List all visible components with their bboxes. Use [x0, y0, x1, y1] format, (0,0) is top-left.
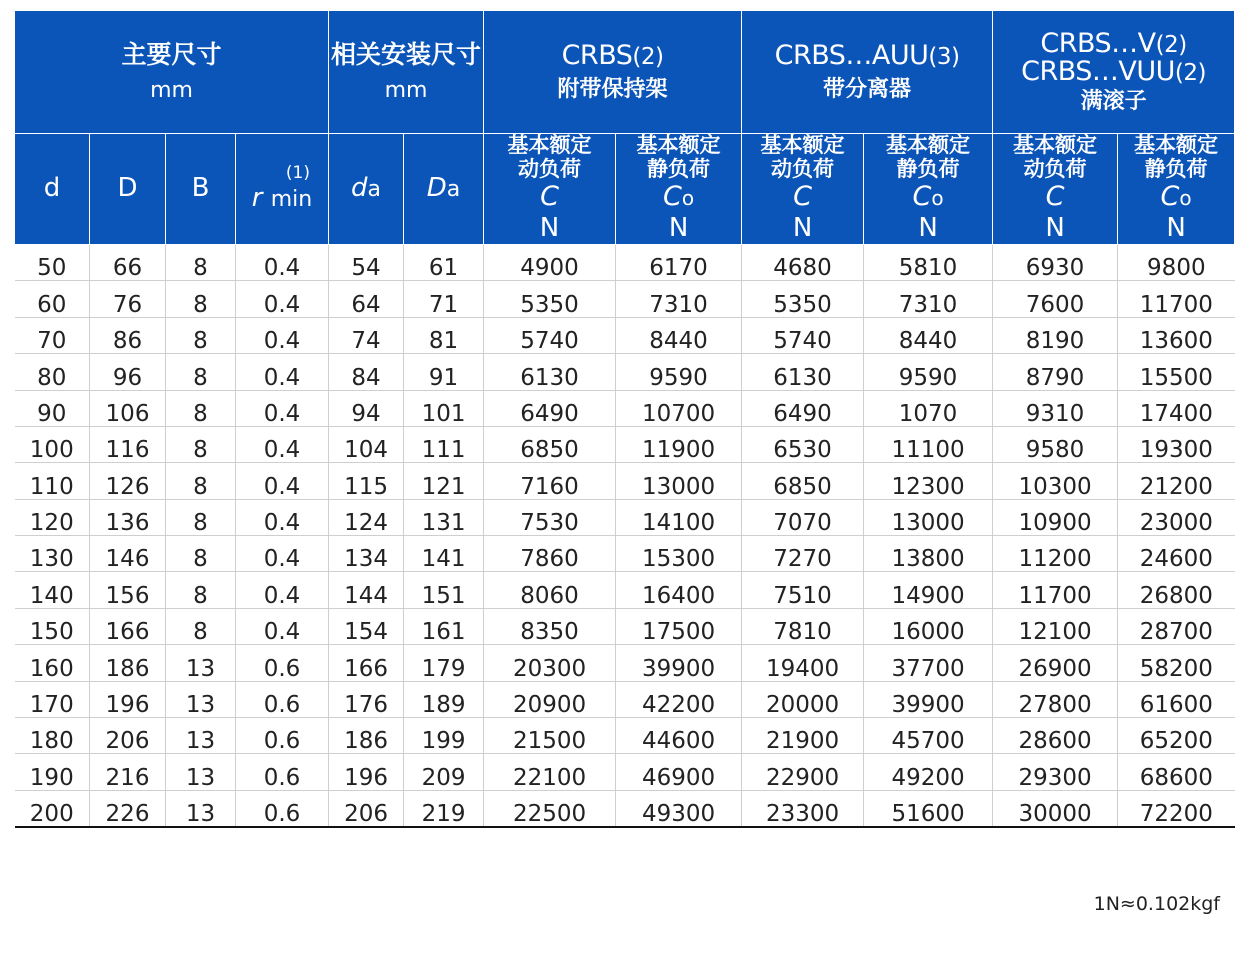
table-cell: 216: [90, 754, 166, 790]
table-cell: 0.4: [236, 499, 329, 535]
table-cell: 161: [404, 608, 484, 644]
table-cell: 46900: [616, 754, 742, 790]
table-cell: 17400: [1118, 390, 1235, 426]
table-row: [15, 281, 1235, 317]
table-cell: 49200: [864, 754, 993, 790]
table-cell: 166: [90, 608, 166, 644]
table-cell: 19300: [1118, 426, 1235, 462]
table-cell: 9590: [864, 354, 993, 390]
table-cell: 141: [404, 536, 484, 572]
mounting-dimensions-title: 相关安装尺寸: [331, 39, 482, 69]
load-unit: N: [918, 213, 938, 244]
load-label: 基本额定: [636, 133, 721, 157]
table-row: [15, 790, 1235, 827]
table-cell: 66: [90, 244, 166, 280]
table-row: [15, 608, 1235, 644]
table-row: [15, 681, 1235, 717]
table-cell: 0.4: [236, 390, 329, 426]
table-cell: 39900: [864, 681, 993, 717]
table-row: [15, 499, 1235, 535]
table-cell: 124: [329, 499, 404, 535]
table-cell: 80: [15, 354, 90, 390]
table-cell: 13: [166, 645, 236, 681]
table-cell: 8: [166, 244, 236, 280]
table-cell: 101: [404, 390, 484, 426]
table-cell: 110: [15, 463, 90, 499]
table-cell: 9310: [993, 390, 1118, 426]
table-cell: 6170: [616, 244, 742, 280]
table-cell: 8: [166, 572, 236, 608]
group-header-crbs-auu: [742, 11, 993, 134]
table-cell: 189: [404, 681, 484, 717]
load-symbol: C: [540, 181, 559, 213]
table-cell: 29300: [993, 754, 1118, 790]
table-cell: 72200: [1118, 790, 1235, 827]
group-note: (2): [632, 44, 664, 71]
table-cell: 7810: [742, 608, 864, 644]
table-cell: 151: [404, 572, 484, 608]
group-desc: 附带保持架: [557, 76, 668, 102]
table-cell: 8: [166, 536, 236, 572]
table-cell: 5740: [484, 317, 616, 353]
table-cell: 186: [329, 718, 404, 754]
load-label: 基本额定: [1134, 133, 1219, 157]
table-cell: 0.4: [236, 244, 329, 280]
table-cell: 44600: [616, 718, 742, 754]
table-cell: 13: [166, 718, 236, 754]
table-cell: 14100: [616, 499, 742, 535]
load-unit: N: [1166, 213, 1186, 244]
table-cell: 7310: [616, 281, 742, 317]
table-cell: 39900: [616, 645, 742, 681]
group-desc: 带分离器: [823, 76, 912, 102]
load-label: 动负荷: [771, 156, 835, 181]
load-unit: N: [539, 213, 560, 244]
group-name: CRBS: [561, 40, 633, 72]
col-header-da: [329, 134, 404, 245]
table-cell: 0.6: [236, 681, 329, 717]
table-cell: 13000: [864, 499, 993, 535]
table-cell: 0.4: [236, 536, 329, 572]
load-label: 静负荷: [896, 156, 960, 181]
table-cell: 121: [404, 463, 484, 499]
table-cell: 5810: [864, 244, 993, 280]
table-row: [15, 244, 1235, 280]
main-dimensions-header: [15, 11, 329, 134]
table-cell: 6850: [742, 463, 864, 499]
mounting-dimensions-header: [329, 11, 484, 134]
table-cell: 8: [166, 499, 236, 535]
table-row: [15, 645, 1235, 681]
table-cell: 0.4: [236, 354, 329, 390]
bearing-spec-table: [14, 10, 1235, 828]
col-symbol: B: [191, 173, 210, 204]
table-cell: 20000: [742, 681, 864, 717]
col-header-Da: [404, 134, 484, 245]
table-cell: 0.4: [236, 608, 329, 644]
table-cell: 4680: [742, 244, 864, 280]
table-cell: 51600: [864, 790, 993, 827]
table-cell: 19400: [742, 645, 864, 681]
load-symbol: C: [1045, 181, 1065, 213]
load-label: 基本额定: [1013, 133, 1098, 157]
table-cell: 76: [90, 281, 166, 317]
static-load-header: [1118, 134, 1235, 245]
table-cell: 22900: [742, 754, 864, 790]
table-cell: 134: [329, 536, 404, 572]
table-cell: 5350: [484, 281, 616, 317]
table-cell: 30000: [993, 790, 1118, 827]
table-cell: 60: [15, 281, 90, 317]
table-cell: 111: [404, 426, 484, 462]
main-dimensions-title: 主要尺寸: [121, 39, 222, 69]
table-cell: 27800: [993, 681, 1118, 717]
load-label: 动负荷: [1023, 156, 1087, 181]
load-label: 静负荷: [1144, 156, 1208, 181]
table-cell: 17500: [616, 608, 742, 644]
table-cell: 11100: [864, 426, 993, 462]
table-cell: 8190: [993, 317, 1118, 353]
table-cell: 154: [329, 608, 404, 644]
table-row: [15, 718, 1235, 754]
table-row: [15, 536, 1235, 572]
table-cell: 126: [90, 463, 166, 499]
table-cell: 22500: [484, 790, 616, 827]
table-cell: 180: [15, 718, 90, 754]
static-load-header: [864, 134, 993, 245]
table-cell: 226: [90, 790, 166, 827]
table-cell: 24600: [1118, 536, 1235, 572]
table-cell: 1070: [864, 390, 993, 426]
group-header-crbs-v: [993, 11, 1235, 134]
table-cell: 21900: [742, 718, 864, 754]
rmin-suffix: min: [270, 186, 313, 212]
table-cell: 14900: [864, 572, 993, 608]
table-cell: 106: [90, 390, 166, 426]
table-cell: 65200: [1118, 718, 1235, 754]
load-unit: N: [1045, 213, 1065, 244]
group-note: (2): [1155, 32, 1187, 58]
table-cell: 206: [329, 790, 404, 827]
table-cell: 15500: [1118, 354, 1235, 390]
col-symbol-sub: a: [446, 177, 461, 203]
table-cell: 12300: [864, 463, 993, 499]
rmin-symbol: r: [251, 182, 263, 213]
table-cell: 8: [166, 463, 236, 499]
table-row: [15, 572, 1235, 608]
table-cell: 42200: [616, 681, 742, 717]
table-body: [15, 244, 1235, 827]
table-cell: 81: [404, 317, 484, 353]
table-cell: 16400: [616, 572, 742, 608]
col-symbol: D: [117, 173, 138, 204]
table-cell: 8790: [993, 354, 1118, 390]
table-cell: 131: [404, 499, 484, 535]
table-cell: 26800: [1118, 572, 1235, 608]
table-cell: 115: [329, 463, 404, 499]
table-cell: 13600: [1118, 317, 1235, 353]
table-cell: 91: [404, 354, 484, 390]
table-cell: 209: [404, 754, 484, 790]
table-cell: 196: [90, 681, 166, 717]
table-row: [15, 754, 1235, 790]
table-cell: 116: [90, 426, 166, 462]
load-symbol: C: [793, 181, 812, 213]
table-cell: 0.4: [236, 317, 329, 353]
table-cell: 21500: [484, 718, 616, 754]
group-note: (3): [928, 44, 960, 71]
table-cell: 136: [90, 499, 166, 535]
table-cell: 21200: [1118, 463, 1235, 499]
load-symbol-sub: o: [681, 186, 695, 211]
table-row: [15, 354, 1235, 390]
table-cell: 140: [15, 572, 90, 608]
table-cell: 8440: [864, 317, 993, 353]
table-cell: 28600: [993, 718, 1118, 754]
table-cell: 160: [15, 645, 90, 681]
col-symbol: d: [351, 173, 368, 204]
table-row: [15, 317, 1235, 353]
col-symbol: d: [43, 173, 61, 204]
table-cell: 196: [329, 754, 404, 790]
table-cell: 206: [90, 718, 166, 754]
col-symbol: D: [426, 173, 447, 204]
table-cell: 13: [166, 754, 236, 790]
table-cell: 71: [404, 281, 484, 317]
table-cell: 200: [15, 790, 90, 827]
load-symbol-sub: o: [931, 186, 944, 211]
table-cell: 7860: [484, 536, 616, 572]
table-cell: 166: [329, 645, 404, 681]
table-cell: 6130: [742, 354, 864, 390]
table-row: [15, 463, 1235, 499]
group-name-2: CRBS…VUU: [1021, 56, 1175, 88]
table-cell: 0.6: [236, 645, 329, 681]
table-cell: 11200: [993, 536, 1118, 572]
table-cell: 86: [90, 317, 166, 353]
table-cell: 12100: [993, 608, 1118, 644]
table-cell: 20900: [484, 681, 616, 717]
table-cell: 170: [15, 681, 90, 717]
table-cell: 186: [90, 645, 166, 681]
table-cell: 74: [329, 317, 404, 353]
dynamic-load-header: [993, 134, 1118, 245]
table-cell: 9580: [993, 426, 1118, 462]
table-row: [15, 390, 1235, 426]
load-symbol-sub: o: [1179, 186, 1192, 211]
table-cell: 58200: [1118, 645, 1235, 681]
group-desc: 满滚子: [1080, 88, 1147, 114]
table-cell: 10300: [993, 463, 1118, 499]
load-label: 动负荷: [518, 156, 582, 181]
group-header-crbs: [484, 11, 742, 134]
table-cell: 7160: [484, 463, 616, 499]
table-cell: 130: [15, 536, 90, 572]
group-note-2: (2): [1174, 60, 1207, 87]
table-cell: 37700: [864, 645, 993, 681]
main-dimensions-unit: mm: [150, 77, 193, 103]
table-cell: 68600: [1118, 754, 1235, 790]
table-cell: 13: [166, 790, 236, 827]
load-unit: N: [792, 213, 813, 244]
table-cell: 8: [166, 317, 236, 353]
table-cell: 8: [166, 354, 236, 390]
table-cell: 4900: [484, 244, 616, 280]
table-cell: 61: [404, 244, 484, 280]
rmin-note: (1): [285, 163, 311, 184]
table-cell: 219: [404, 790, 484, 827]
table-cell: 13: [166, 681, 236, 717]
table-cell: 50: [15, 244, 90, 280]
table-cell: 94: [329, 390, 404, 426]
table-cell: 13000: [616, 463, 742, 499]
table-cell: 90: [15, 390, 90, 426]
table-row: [15, 426, 1235, 462]
col-header-d: [15, 134, 90, 245]
table-cell: 8: [166, 608, 236, 644]
table-cell: 49300: [616, 790, 742, 827]
table-cell: 0.6: [236, 718, 329, 754]
col-header-B: [166, 134, 236, 245]
table-cell: 10900: [993, 499, 1118, 535]
table-cell: 199: [404, 718, 484, 754]
col-header-rmin: [236, 134, 329, 245]
table-cell: 0.4: [236, 572, 329, 608]
dynamic-load-header: [484, 134, 616, 245]
table-cell: 190: [15, 754, 90, 790]
table-cell: 104: [329, 426, 404, 462]
table-cell: 156: [90, 572, 166, 608]
table-cell: 8440: [616, 317, 742, 353]
table-cell: 6130: [484, 354, 616, 390]
table-cell: 176: [329, 681, 404, 717]
table-cell: 13800: [864, 536, 993, 572]
table-cell: 23300: [742, 790, 864, 827]
table-cell: 8350: [484, 608, 616, 644]
table-cell: 7600: [993, 281, 1118, 317]
load-symbol: C: [1160, 181, 1180, 213]
table-cell: 5350: [742, 281, 864, 317]
table-cell: 0.6: [236, 754, 329, 790]
mounting-dimensions-unit: mm: [384, 77, 428, 103]
table-cell: 61600: [1118, 681, 1235, 717]
table-cell: 28700: [1118, 608, 1235, 644]
table-cell: 11700: [1118, 281, 1235, 317]
load-label: 基本额定: [886, 133, 971, 157]
table-cell: 8: [166, 281, 236, 317]
col-header-D: [90, 134, 166, 245]
table-cell: 23000: [1118, 499, 1235, 535]
table-cell: 54: [329, 244, 404, 280]
table-cell: 26900: [993, 645, 1118, 681]
table-cell: 6490: [742, 390, 864, 426]
table-cell: 150: [15, 608, 90, 644]
load-label: 基本额定: [760, 133, 845, 157]
table-cell: 9590: [616, 354, 742, 390]
table-cell: 7310: [864, 281, 993, 317]
load-label: 静负荷: [647, 156, 711, 181]
group-name: CRBS…V: [1040, 28, 1156, 59]
table-cell: 84: [329, 354, 404, 390]
table-cell: 144: [329, 572, 404, 608]
load-unit: N: [668, 213, 689, 244]
load-label: 基本额定: [507, 133, 592, 157]
table-cell: 96: [90, 354, 166, 390]
table-cell: 179: [404, 645, 484, 681]
dynamic-load-header: [742, 134, 864, 245]
table-cell: 7270: [742, 536, 864, 572]
table-cell: 16000: [864, 608, 993, 644]
table-cell: 8: [166, 390, 236, 426]
table-cell: 11700: [993, 572, 1118, 608]
col-symbol-sub: a: [367, 177, 382, 203]
table-cell: 6530: [742, 426, 864, 462]
table-cell: 0.4: [236, 463, 329, 499]
static-load-header: [616, 134, 742, 245]
table-cell: 8060: [484, 572, 616, 608]
table-cell: 120: [15, 499, 90, 535]
table-cell: 7070: [742, 499, 864, 535]
table-cell: 11900: [616, 426, 742, 462]
table-cell: 6490: [484, 390, 616, 426]
load-symbol: C: [662, 181, 682, 213]
table-cell: 7530: [484, 499, 616, 535]
table-cell: 146: [90, 536, 166, 572]
table-cell: 9800: [1118, 244, 1235, 280]
table-cell: 0.6: [236, 790, 329, 827]
table-cell: 22100: [484, 754, 616, 790]
table-cell: 45700: [864, 718, 993, 754]
table-cell: 6930: [993, 244, 1118, 280]
table-cell: 5740: [742, 317, 864, 353]
table-cell: 70: [15, 317, 90, 353]
table-cell: 8: [166, 426, 236, 462]
table-cell: 0.4: [236, 281, 329, 317]
group-name: CRBS…AUU: [774, 40, 929, 72]
table-cell: 100: [15, 426, 90, 462]
table-cell: 0.4: [236, 426, 329, 462]
load-symbol: C: [912, 181, 932, 213]
table-cell: 64: [329, 281, 404, 317]
table-cell: 20300: [484, 645, 616, 681]
table-cell: 7510: [742, 572, 864, 608]
table-cell: 10700: [616, 390, 742, 426]
unit-conversion-note: 1N≈0.102kgf: [1093, 893, 1220, 915]
table-cell: 6850: [484, 426, 616, 462]
table-cell: 15300: [616, 536, 742, 572]
